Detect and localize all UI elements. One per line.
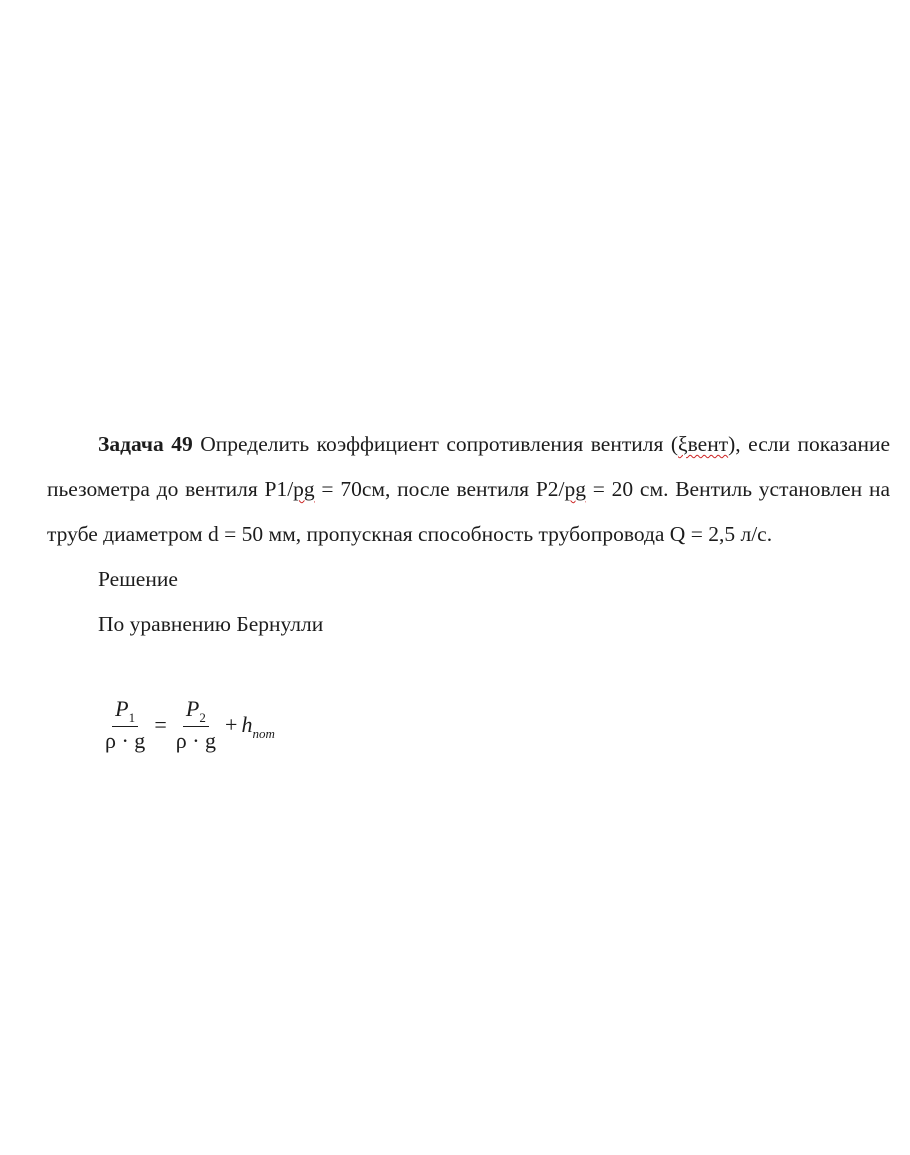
fraction-p1-numerator: $P_1$ bbox=[112, 695, 138, 727]
pg-term-2: pg bbox=[564, 477, 587, 501]
solution-heading: Решение bbox=[98, 567, 178, 591]
fraction-p2-denominator: ρ · g bbox=[175, 728, 217, 753]
plus-sign: + bbox=[225, 712, 238, 737]
fraction-p2-numerator: $P_2$ bbox=[183, 695, 209, 727]
fraction-p2 bbox=[173, 695, 219, 755]
problem-text-part-1: Определить коэффициент сопротивления вентиля ( bbox=[192, 432, 679, 456]
xi-vent-symbol: ξвент bbox=[678, 432, 729, 456]
method-line: По уравнению Бернулли bbox=[98, 612, 324, 636]
equals-sign: = bbox=[154, 712, 167, 737]
pg-term-1: pg bbox=[293, 477, 315, 501]
problem-label: Задача 49 bbox=[98, 432, 193, 456]
fraction-p1-denominator: ρ · g bbox=[105, 728, 146, 753]
document-body bbox=[47, 422, 890, 647]
head-loss-term: $h_{пот}$ bbox=[241, 712, 275, 741]
fraction-p1 bbox=[102, 695, 148, 755]
problem-text-part-4: = 20 см. Вентиль установлен на трубе диаметром d = 50 мм, пропускная способность трубопровода Q = 2,5 л/с. bbox=[47, 477, 890, 546]
problem-text-part-2: ), если показание пьезометра до вентиля P1/ bbox=[47, 432, 890, 501]
bernoulli-formula bbox=[100, 690, 275, 760]
problem-statement bbox=[47, 422, 890, 557]
problem-text-part-3: = 70см, после вентиля P2/ bbox=[314, 477, 565, 501]
